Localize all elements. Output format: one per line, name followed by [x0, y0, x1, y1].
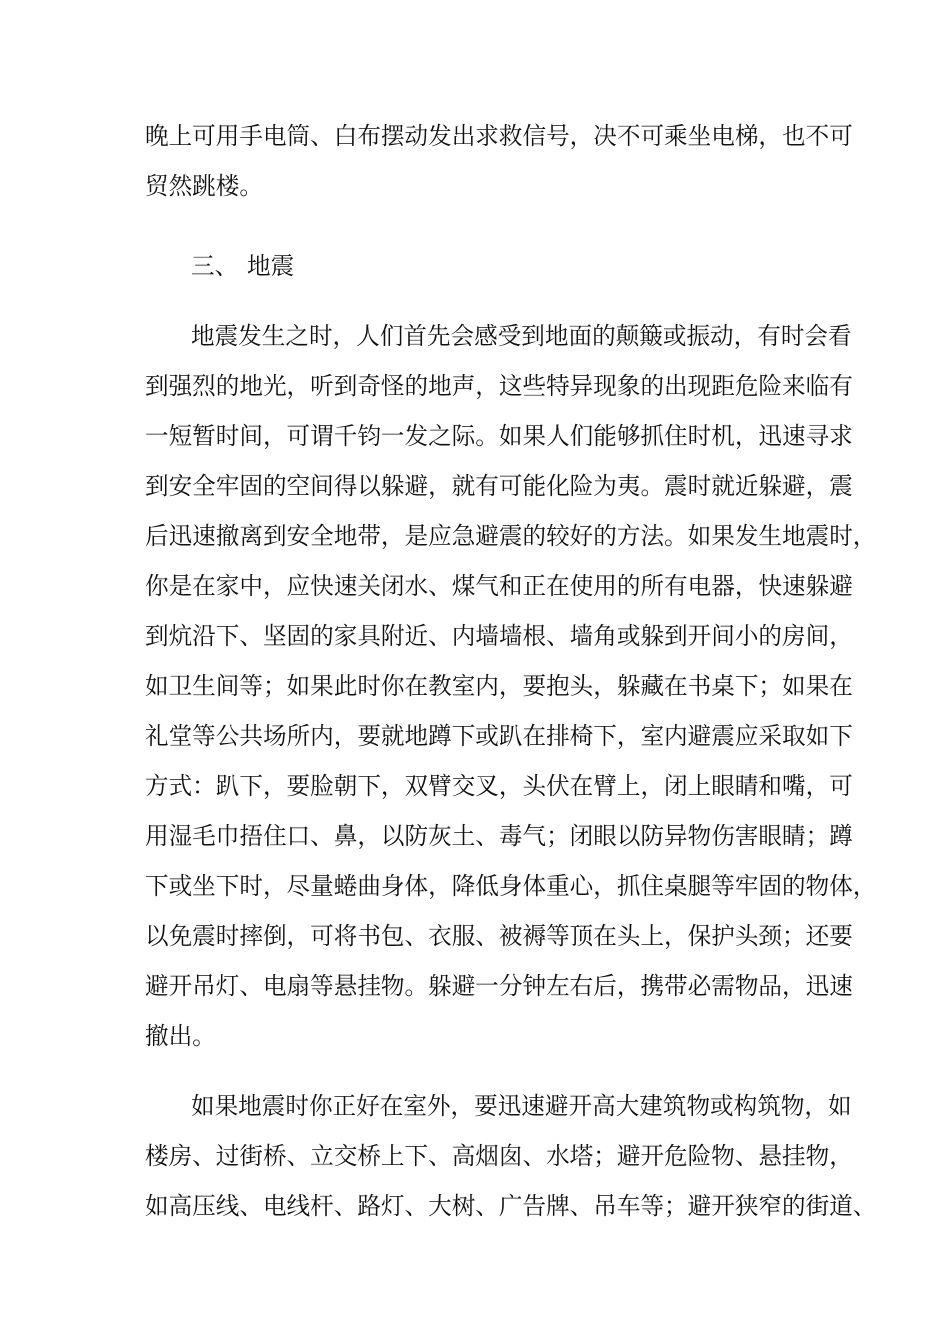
text-line: 避开吊灯、电扇等悬挂物。躲避一分钟左右后，携带必需物品，迅速: [145, 972, 853, 1000]
text-line: 方式：趴下，要脸朝下，双臂交叉，头伏在臂上，闭上眼睛和嘴，可: [145, 772, 853, 800]
paragraph-earthquake-1: [145, 318, 877, 1068]
text-line: 贸然跳楼。: [145, 172, 263, 200]
text-line: 用湿毛巾捂住口、鼻，以防灰土、毒气；闭眼以防异物伤害眼睛；蹲: [145, 822, 853, 850]
text-line: 到炕沿下、坚固的家具附近、内墙墙根、墙角或躲到开间小的房间，: [145, 622, 853, 650]
text-line: 地震发生之时，人们首先会感受到地面的颠簸或振动，有时会看: [191, 322, 852, 350]
text-line: 如高压线、电线杆、路灯、大树、广告牌、吊车等；避开狭窄的街道、: [145, 1192, 877, 1220]
paragraph-gap: [145, 218, 810, 248]
text-line: 晚上可用手电筒、白布摆动发出求救信号，决不可乘坐电梯，也不可: [145, 122, 853, 150]
document-page: [145, 118, 877, 1238]
paragraph-gap: [145, 298, 810, 318]
text-line: 如果地震时你正好在室外，要迅速避开高大建筑物或构筑物，如: [191, 1092, 852, 1120]
section-number: 三、: [191, 252, 239, 280]
text-line: 到安全牢固的空间得以躲避，就有可能化险为夷。震时就近躲避，震: [145, 472, 853, 500]
text-line: 撤出。: [145, 1022, 216, 1050]
text-line: 到强烈的地光，听到奇怪的地声，这些特异现象的出现距危险来临有: [145, 372, 853, 400]
text-line: 楼房、过街桥、立交桥上下、高烟囱、水塔；避开危险物、悬挂物，: [145, 1142, 853, 1170]
text-line: 后迅速撤离到安全地带，是应急避震的较好的方法。如果发生地震时，: [145, 522, 877, 550]
text-line: 礼堂等公共场所内，要就地蹲下或趴在排椅下，室内避震应采取如下: [145, 722, 853, 750]
text-line: 如卫生间等；如果此时你在教室内，要抱头，躲藏在书桌下；如果在: [145, 672, 853, 700]
text-line: 一短暂时间，可谓千钧一发之际。如果人们能够抓住时机，迅速寻求: [145, 422, 853, 450]
paragraph-continued: [145, 118, 853, 218]
section-heading: [145, 248, 810, 298]
section-title: 地震: [247, 252, 295, 280]
text-line: 你是在家中，应快速关闭水、煤气和正在使用的所有电器，快速躲避: [145, 572, 853, 600]
text-line: 以免震时摔倒，可将书包、衣服、被褥等顶在头上，保护头颈；还要: [145, 922, 853, 950]
paragraph-gap: [145, 1068, 810, 1088]
paragraph-earthquake-2: [145, 1088, 877, 1238]
text-line: 下或坐下时，尽量蜷曲身体，降低身体重心，抓住桌腿等牢固的物体，: [145, 872, 877, 900]
